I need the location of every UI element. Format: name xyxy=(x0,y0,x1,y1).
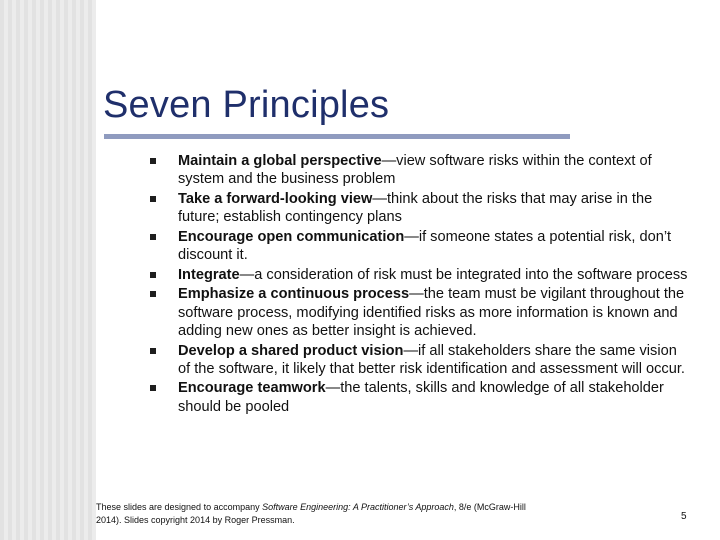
square-bullet-icon xyxy=(150,272,156,278)
principle-text: —think about the risks that may arise in the future; establish contingency plans xyxy=(178,190,653,226)
footer-text-before: These slides are designed to accompany xyxy=(96,502,263,512)
principles-list xyxy=(148,152,693,417)
square-bullet-icon xyxy=(150,196,156,202)
principle-text: —if someone states a potential risk, don’t discount it. xyxy=(178,228,672,264)
list-item xyxy=(148,190,693,226)
list-item xyxy=(148,266,693,284)
principle-text: —if all stakeholders share the same vision of the software, it likely that better risk identification and assessment will occur. xyxy=(178,342,685,377)
list-item xyxy=(148,228,693,264)
list-item xyxy=(148,379,693,415)
footer-book-title: Software Engineering: A Practitioner’s Approach xyxy=(262,502,454,512)
slide-title: Seven Principles xyxy=(103,84,390,126)
principle-text: —the talents, skills and knowledge of all stakeholder should be pooled xyxy=(178,380,664,415)
square-bullet-icon xyxy=(150,234,156,240)
footer-text-after: , 8/e (McGraw-Hill 2014). Slides copyright 2014 by Roger Pressman. xyxy=(96,502,526,525)
square-bullet-icon xyxy=(150,158,156,164)
list-item xyxy=(148,152,693,188)
principle-text: —view software risks within the context of system and the business problem xyxy=(178,153,652,188)
page-number: 5 xyxy=(681,511,687,522)
principle-term: Integrate xyxy=(178,266,240,283)
square-bullet-icon xyxy=(150,291,156,297)
square-bullet-icon xyxy=(150,348,156,354)
principle-term: Emphasize a continuous process xyxy=(178,286,410,303)
principle-term: Develop a shared product vision xyxy=(178,342,404,359)
list-item xyxy=(148,342,693,378)
square-bullet-icon xyxy=(150,385,156,391)
list-item xyxy=(148,285,693,340)
principle-text: —the team must be vigilant throughout the software process, modifying identified risks as more information is known and adding new ones as better insight is achieved. xyxy=(178,286,685,339)
principle-term: Encourage teamwork xyxy=(178,380,326,397)
principle-term: Encourage open communication xyxy=(178,228,405,245)
title-underline xyxy=(104,134,570,139)
slide-footer xyxy=(96,501,536,527)
principle-term: Maintain a global perspective xyxy=(178,153,382,169)
principle-text: —a consideration of risk must be integrated into the software process xyxy=(239,266,688,283)
principle-term: Take a forward-looking view xyxy=(178,190,373,207)
